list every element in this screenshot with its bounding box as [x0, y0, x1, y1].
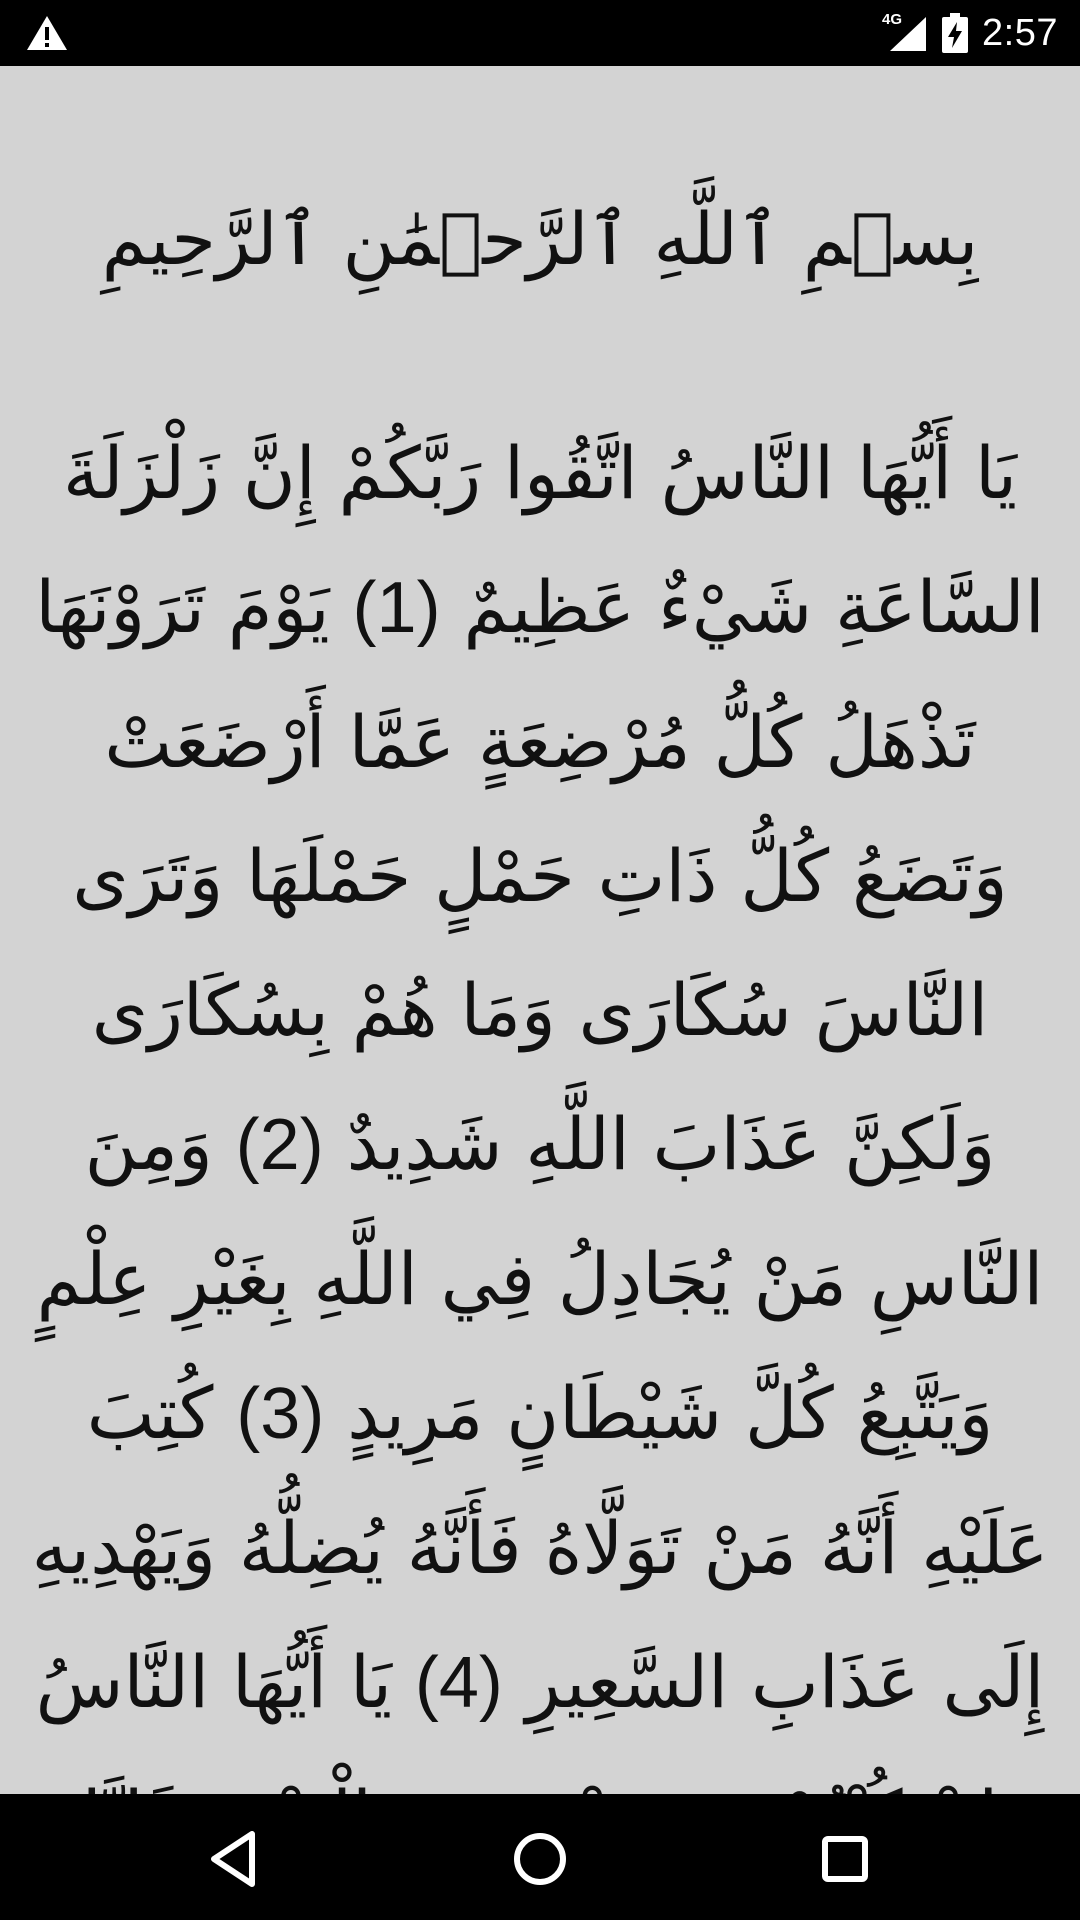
verse-number: (1) — [352, 568, 441, 648]
verse-2 — [35, 565, 1007, 1186]
verse-number: (4) — [414, 1643, 503, 1723]
quran-page[interactable] — [0, 66, 1080, 1794]
network-type-label: 4G — [882, 11, 903, 28]
navigation-bar — [0, 1794, 1080, 1920]
home-icon[interactable] — [505, 1824, 575, 1894]
back-icon[interactable] — [200, 1824, 270, 1894]
warning-icon — [26, 14, 68, 52]
verse-text: وَمِنَ النَّاسِ مَنْ يُجَادِلُ فِي اللَّهِ بِغَيْرِ عِلْمٍ وَيَتَّبِعُ كُلَّ شَيْطَانٍ مَرِيدٍ — [36, 1102, 1044, 1455]
bismillah-heading: بِسۡمِ ٱللَّهِ ٱلرَّحۡمَٰنِ ٱلرَّحِيمِ — [101, 197, 979, 281]
battery-charging-icon — [942, 13, 968, 53]
recents-icon[interactable] — [810, 1824, 880, 1894]
verse-text: كُتِبَ عَلَيْهِ أَنَّهُ مَنْ تَوَلَّاهُ فَأَنَّهُ يُضِلُّهُ وَيَهْدِيهِ إِلَى عَذَابِ السَّعِيرِ — [31, 1371, 1049, 1724]
verse-text: يَا أَيُّهَا النَّاسُ — [35, 1640, 392, 1724]
signal-icon — [882, 13, 928, 53]
status-icons — [882, 0, 1058, 66]
status-bar — [0, 0, 1080, 66]
verse-text: يَوْمَ تَرَوْنَهَا تَذْهَلُ كُلُّ مُرْضِعَةٍ عَمَّا أَرْضَعَتْ وَتَضَعُ كُلُّ ذَاتِ حَمْلٍ حَمْلَهَا وَتَرَى النَّاسَ سُكَارَى وَمَا هُمْ بِسُكَارَى وَلَكِنَّ عَذَابَ اللَّهِ شَدِيدٌ — [35, 565, 1008, 1186]
verse-number: (2) — [235, 1105, 324, 1185]
signal-indicator — [882, 13, 928, 53]
verse-text: يَا أَيُّهَا النَّاسُ اتَّقُوا رَبَّكُمْ إِنَّ زَلْزَلَةَ السَّاعَةِ شَيْءٌ عَظِيمٌ — [63, 431, 1045, 649]
verse-text — [30, 406, 1050, 1884]
verse-number: (3) — [236, 1374, 325, 1454]
clock: 2:57 — [982, 11, 1058, 54]
